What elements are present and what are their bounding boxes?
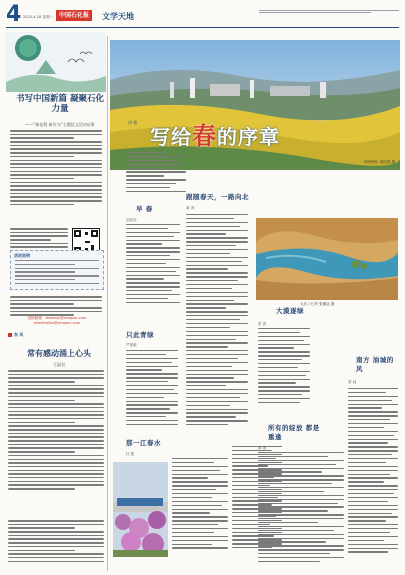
poem-title: 跟随春天，一路向北: [186, 193, 249, 201]
poem-title: 只此青绿: [126, 331, 154, 339]
poem-title: 早 春: [136, 205, 153, 213]
left-column: [6, 32, 106, 572]
hero-headline: [150, 116, 280, 151]
poem-body: [348, 388, 398, 555]
poem-author: 刘竞存: [126, 218, 137, 222]
poem-body: [258, 328, 310, 406]
desert-oasis-photo: [256, 218, 398, 300]
desert-photo-credit: 大庆 / 石华 张鹏远 摄: [300, 302, 335, 306]
poem-body: [258, 452, 344, 565]
column-tag: 东 风: [8, 332, 23, 338]
poem-author: 杜 铭: [126, 452, 135, 456]
poem-body: [172, 458, 228, 551]
activity-info-heading: 活动说明: [14, 253, 30, 258]
poem-title: 所有的绽放 都是重逢: [268, 424, 320, 441]
hero-title-prefix: 写给: [150, 125, 192, 149]
second-article-title: 常有感动涌上心头: [27, 348, 91, 358]
lead-article-title: 书写中国新篇 凝聚石化力量: [16, 94, 104, 114]
lead-article-subtitle: ——“新征程 新作为”主题征文活动启事: [25, 122, 95, 127]
poem-author: 严凯敏: [126, 343, 137, 347]
column-divider: [107, 36, 108, 571]
lead-article-body: [10, 130, 102, 207]
hero-photo-credit: 荆州炼化 刘振国 摄: [363, 160, 395, 164]
campaign-banner-art: [6, 32, 106, 92]
contact-email-1[interactable]: 投稿邮箱：zbwenyi@sinopec.com: [27, 316, 87, 320]
second-article-body: [8, 370, 104, 492]
section-title: 文学天地: [102, 11, 134, 21]
poem-title: 南方 油城的风: [356, 356, 394, 373]
second-article-author: 王淑君: [53, 362, 65, 367]
header-meta-text: [259, 10, 399, 13]
submission-notes: [10, 296, 102, 318]
poetry-tag: 诗 歌: [128, 120, 138, 125]
riverside-flowers-photo: [113, 462, 168, 557]
poem-author: 陈 燕: [258, 446, 267, 450]
page-number: 4: [6, 2, 22, 27]
poem-author: 张 波: [258, 322, 267, 326]
poem-author: 姜 涛: [186, 206, 195, 210]
poem-body: [186, 214, 248, 428]
poem-intro-lines: [126, 152, 186, 195]
poem-body: [126, 350, 178, 428]
poem-body: [126, 224, 180, 306]
paper-logo: 中国石化报: [56, 10, 92, 21]
hero-title-highlight: 春: [192, 121, 217, 150]
page-header: [6, 4, 399, 28]
poem-title: 那一江春水: [126, 439, 161, 447]
hero-title-suffix: 的序章: [217, 125, 280, 149]
poem-author: 曾 灿: [348, 380, 357, 384]
second-article-body-end: [8, 520, 104, 564]
contact-emails: [12, 316, 102, 326]
contact-email-2[interactable]: shenlitwfzx@sinopec.com: [33, 321, 81, 325]
activity-info-box: [10, 250, 104, 290]
issue-date: 2022.4.18 星期一: [23, 15, 54, 19]
poem-title: 大漠逐绿: [276, 307, 304, 315]
